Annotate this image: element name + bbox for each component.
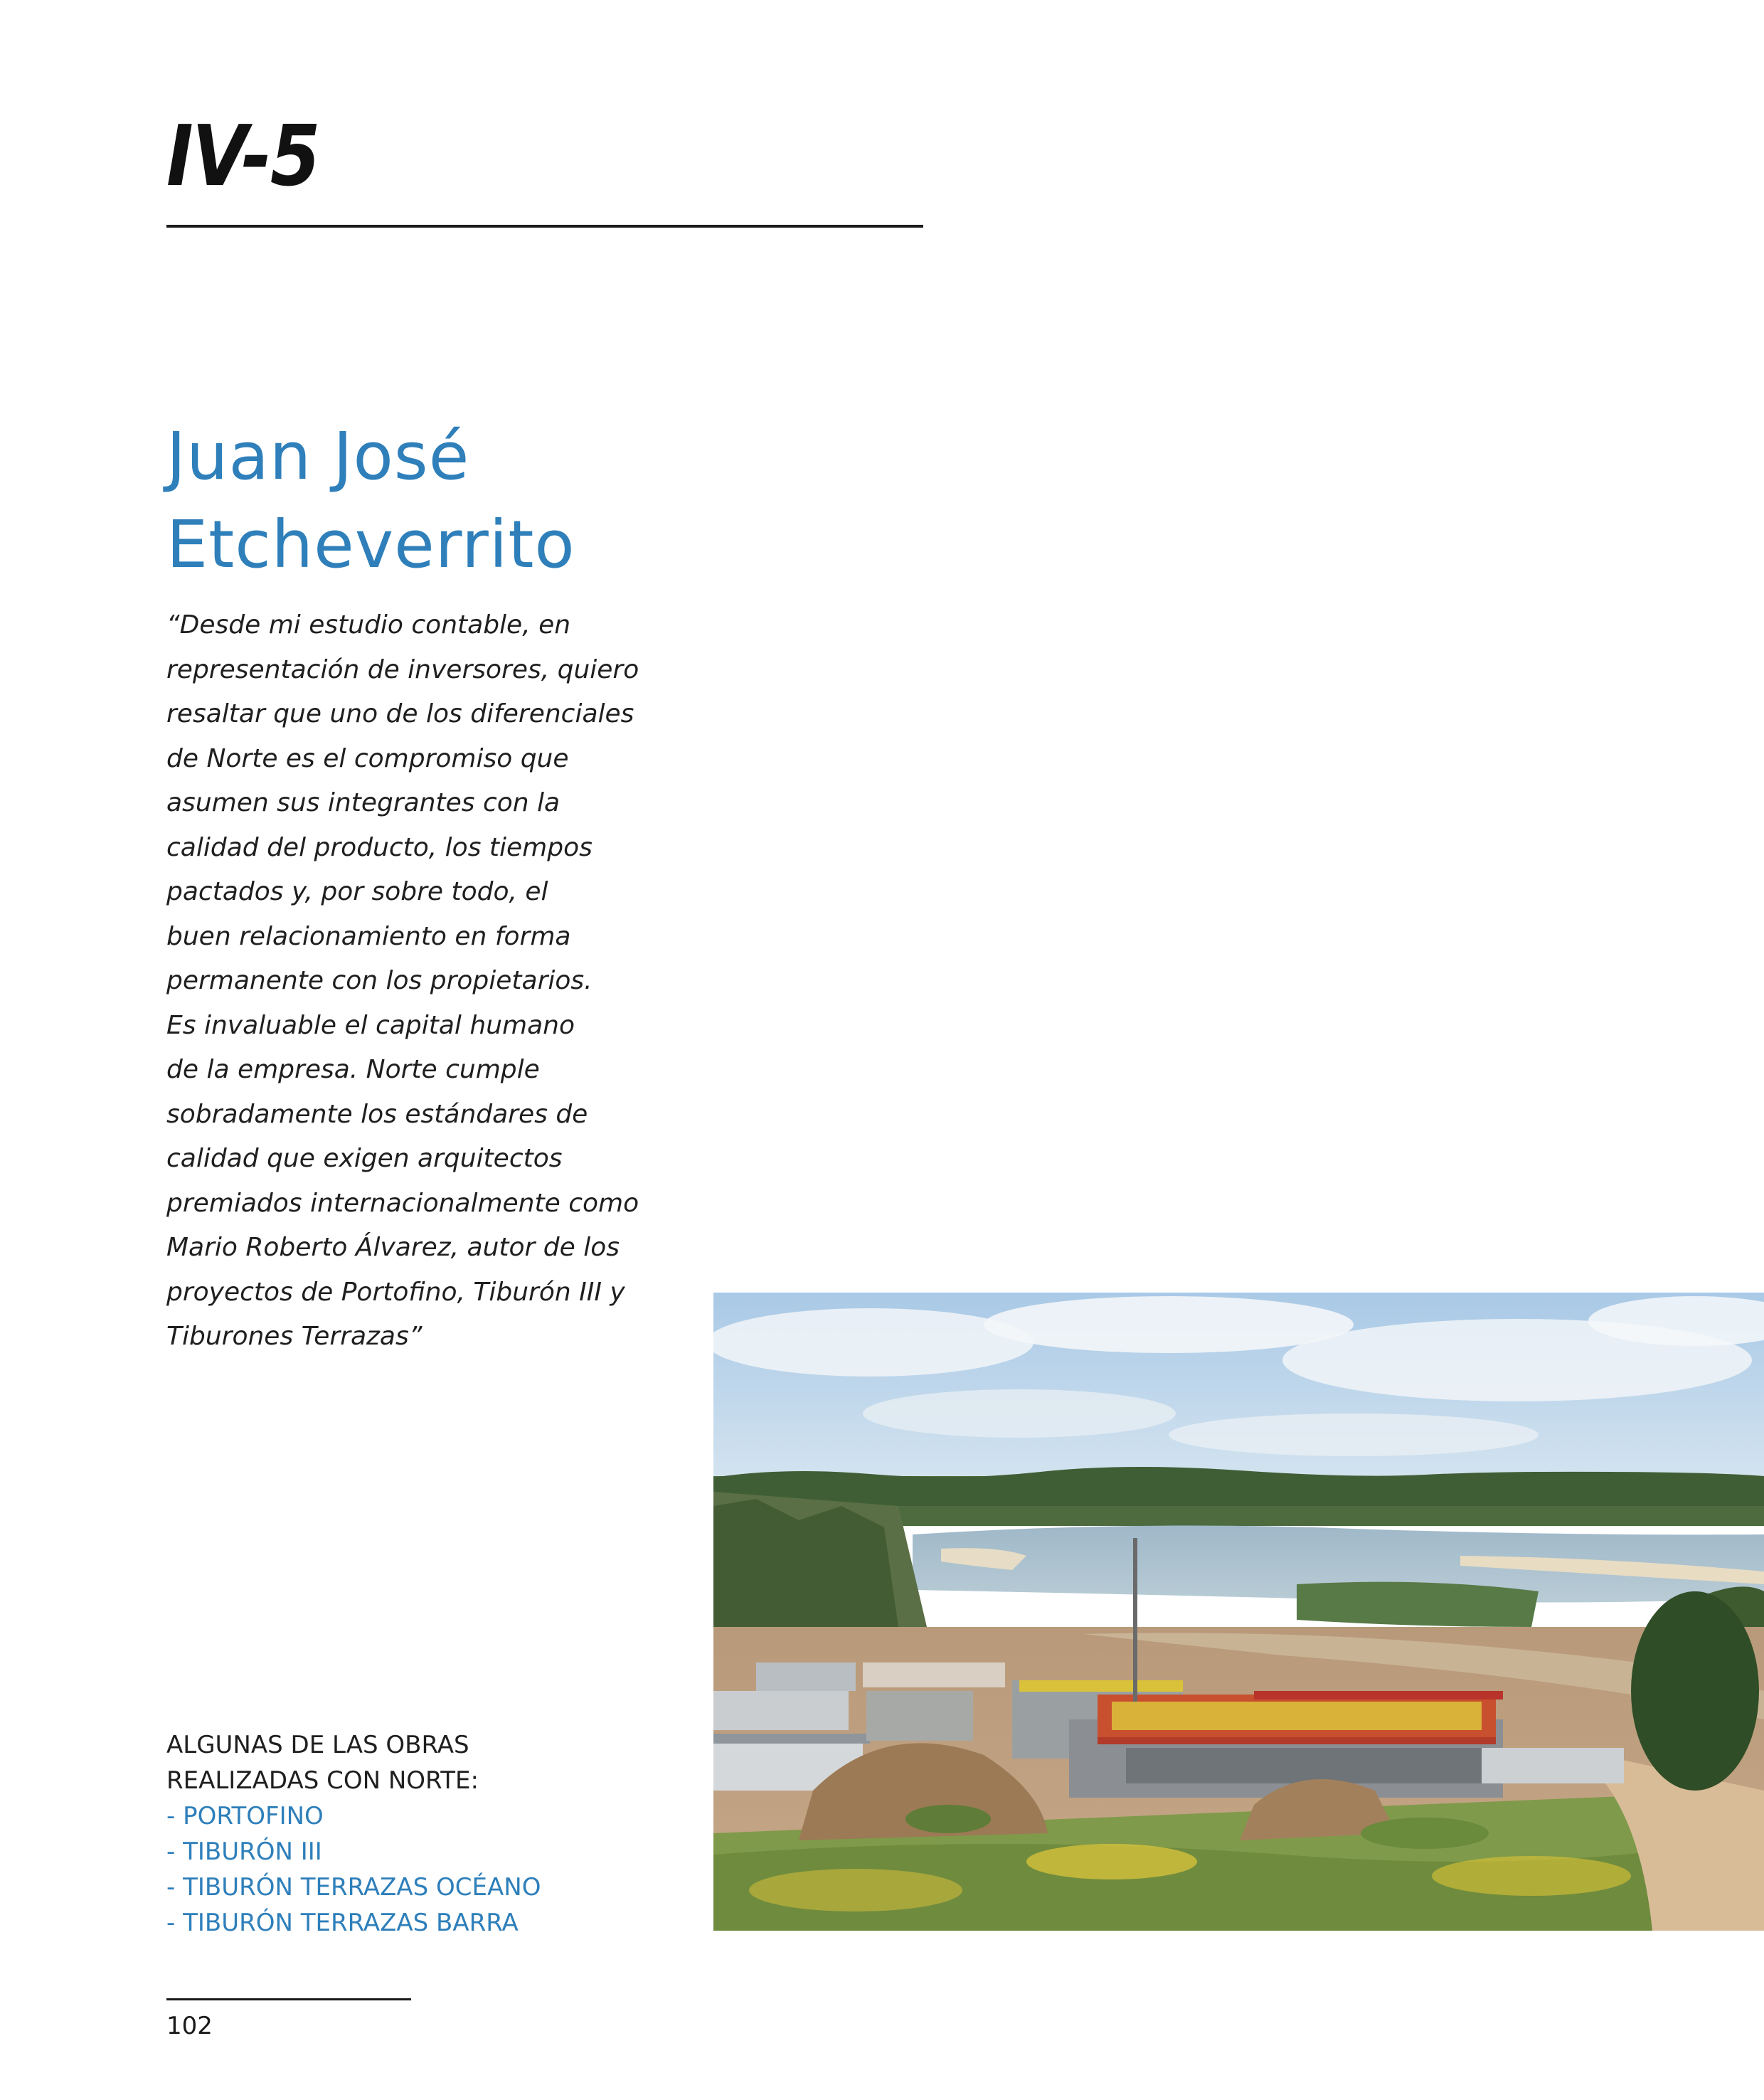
testimonial-quote xyxy=(166,603,679,1359)
works-heading-line: REALIZADAS CON NORTE: xyxy=(166,1766,479,1795)
quote-line: calidad que exigen arquitectos xyxy=(166,1144,563,1173)
quote-line: de la empresa. Norte cumple xyxy=(166,1055,540,1084)
quote-line: de Norte es el compromiso que xyxy=(166,743,569,773)
works-list-item: - PORTOFINO xyxy=(166,1802,324,1830)
works-heading-line: ALGUNAS DE LAS OBRAS xyxy=(166,1731,469,1759)
quote-line: representación de inversores, quiero xyxy=(166,654,639,684)
quote-line: calidad del producto, los tiempos xyxy=(166,832,593,862)
works-list-item: - TIBURÓN TERRAZAS BARRA xyxy=(166,1909,519,1937)
construction-site-photo xyxy=(713,1293,1764,1931)
quote-line: premiados internacionalmente como xyxy=(166,1188,639,1218)
quote-line: Tiburones Terrazas” xyxy=(166,1322,423,1351)
quote-line: asumen sus integrantes con la xyxy=(166,788,560,817)
person-name-line-2: Etcheverrito xyxy=(166,507,575,583)
works-list-section xyxy=(166,1727,541,1941)
section-number: IV-5 xyxy=(166,107,319,205)
quote-line: Mario Roberto Álvarez, autor de los xyxy=(166,1233,620,1262)
quote-line: proyectos de Portofino, Tiburón III y xyxy=(166,1277,625,1307)
quote-line: buen relacionamiento en forma xyxy=(166,921,571,951)
quote-line: “Desde mi estudio contable, en xyxy=(166,610,571,640)
works-list-item: - TIBURÓN TERRAZAS OCÉANO xyxy=(166,1873,541,1902)
works-list xyxy=(166,1798,541,1941)
quote-line: Es invaluable el capital humano xyxy=(166,1010,575,1040)
footer-divider xyxy=(166,1998,411,2000)
person-name-line-1: Juan José xyxy=(166,418,470,494)
quote-line: sobradamente los estándares de xyxy=(166,1099,588,1129)
top-divider xyxy=(166,225,923,228)
works-list-item: - TIBURÓN III xyxy=(166,1838,322,1866)
works-heading xyxy=(166,1727,541,1798)
quote-line: pactados y, por sobre todo, el xyxy=(166,877,548,906)
quote-line: resaltar que uno de los diferenciales xyxy=(166,699,634,728)
quote-line: permanente con los propietarios. xyxy=(166,966,593,995)
page-number: 102 xyxy=(166,2012,213,2040)
person-name xyxy=(166,413,575,589)
